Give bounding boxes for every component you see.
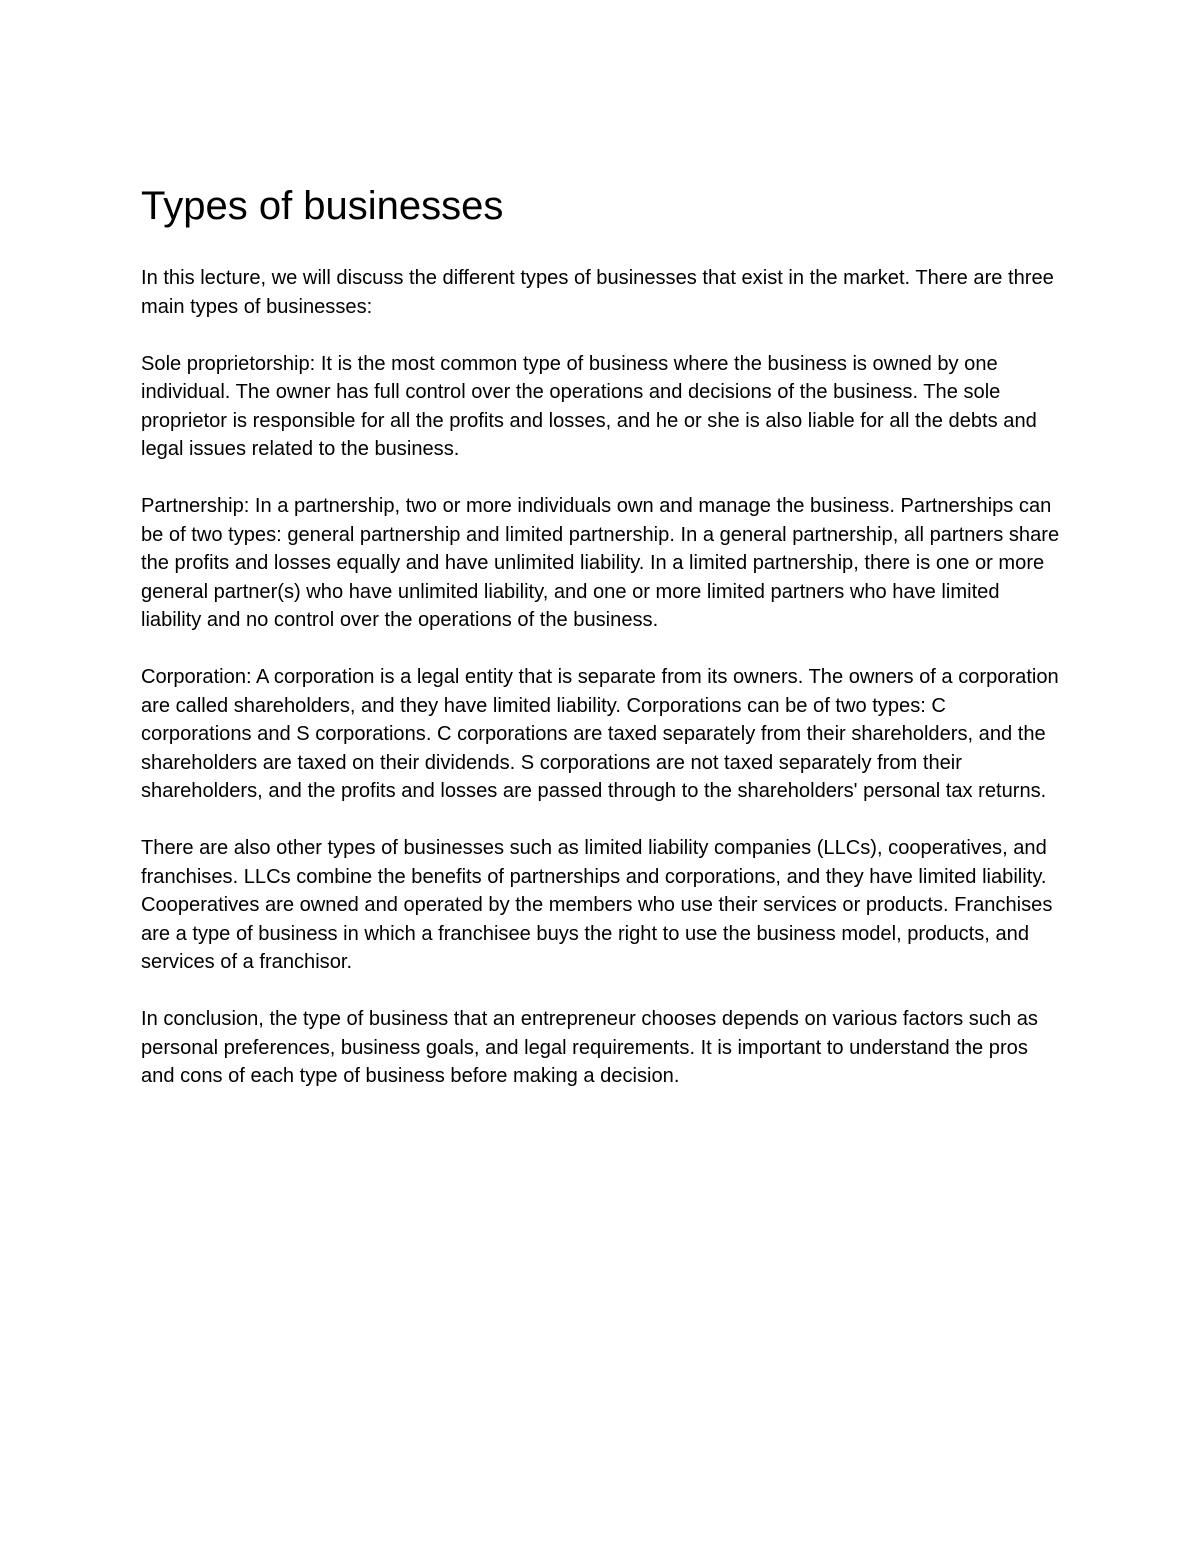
document-body <box>141 264 1061 1119</box>
document-page <box>141 0 1061 1553</box>
document-title: Types of businesses <box>141 184 504 228</box>
paragraph-intro: In this lecture, we will discuss the different types of businesses that exist in the market. There are three main types of businesses: <box>141 267 1054 318</box>
paragraph-conclusion: In conclusion, the type of business that an entrepreneur chooses depends on various factors such as personal preferences, business goals, and legal requirements. It is important to understand the pros and cons of each type of business before making a decision. <box>141 1008 1038 1087</box>
paragraph-partnership: Partnership: In a partnership, two or more individuals own and manage the business. Partnerships can be of two types: general partnership and limited partnership. In a general partnership, all partners share the profits and losses equally and have unlimited liability. In a limited partnership, there is one or more general partner(s) who have unlimited liability, and one or more limited partners who have limited liability and no control over the operations of the business. <box>141 495 1060 631</box>
paragraph-corporation: Corporation: A corporation is a legal entity that is separate from its owners. The owners of a corporation are called shareholders, and they have limited liability. Corporations can be of two types: C corporations and S corporations. C corporations are taxed separately from their shareholders, and the shareholders are taxed on their dividends. S corporations are not taxed separately from their shareholders, and the profits and losses are passed through to the shareholders' personal tax returns. <box>141 666 1059 802</box>
paragraph-sole-proprietorship: Sole proprietorship: It is the most common type of business where the business is owned by one individual. The owner has full control over the operations and decisions of the business. The sole proprietor is responsible for all the profits and losses, and he or she is also liable for all the debts and legal issues related to the business. <box>141 352 1037 460</box>
paragraph-other-types: There are also other types of businesses such as limited liability companies (LLCs), cooperatives, and franchises. LLCs combine the benefits of partnerships and corporations, and they have limited liability. Cooperatives are owned and operated by the members who use their services or products. Franchises are a type of business in which a franchisee buys the right to use the business model, products, and services of a franchisor. <box>141 837 1053 973</box>
